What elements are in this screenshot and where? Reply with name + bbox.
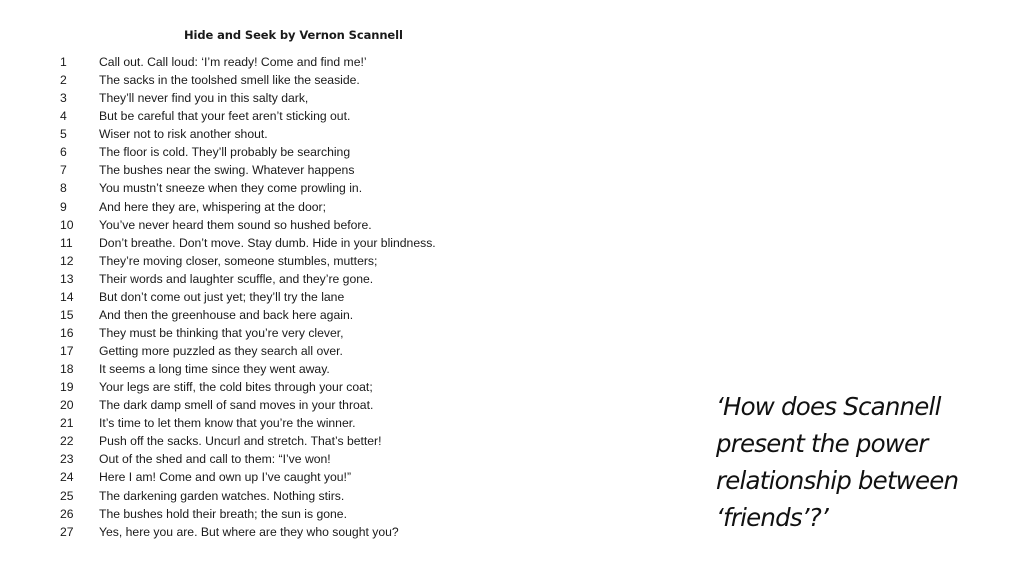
line-text: The bushes hold their breath; the sun is gone.	[99, 506, 347, 521]
line-text: You’ve never heard them sound so hushed before.	[99, 217, 372, 232]
line-number: 19	[60, 380, 74, 395]
poem-line	[60, 107, 436, 125]
line-number: 26	[60, 506, 74, 521]
line-number: 11	[60, 235, 73, 250]
line-number: 10	[60, 217, 74, 232]
poem-line	[60, 306, 436, 324]
line-text: It seems a long time since they went away.	[99, 362, 330, 377]
line-number: 23	[60, 452, 74, 467]
line-text: Call out. Call loud: ‘I’m ready! Come and find me!’	[99, 55, 367, 69]
poem-line	[60, 198, 436, 216]
line-number: 8	[60, 181, 67, 196]
line-text: But don’t come out just yet; they’ll try the lane	[99, 289, 345, 304]
poem-line	[60, 414, 436, 432]
poem-line	[60, 234, 436, 252]
line-number: 13	[60, 271, 74, 286]
poem-line	[60, 432, 436, 450]
poem-line	[60, 487, 436, 505]
question-prompt: ‘How does Scannell present the power relationship between ‘friends’?’	[716, 392, 959, 532]
poem-line	[60, 53, 436, 71]
line-number: 22	[60, 434, 74, 449]
line-number: 7	[60, 163, 67, 178]
poem-line	[60, 288, 436, 306]
poem-line	[60, 161, 436, 179]
line-text: Out of the shed and call to them: “I’ve won!	[99, 452, 331, 467]
poem-line	[60, 450, 436, 468]
poem-line	[60, 342, 436, 360]
line-number: 17	[60, 344, 74, 358]
line-number: 24	[60, 470, 74, 485]
poem-line	[60, 523, 436, 541]
line-text: And here they are, whispering at the door;	[99, 199, 326, 214]
line-text: The floor is cold. They’ll probably be searching	[99, 145, 351, 160]
line-number: 5	[60, 127, 67, 142]
line-number: 21	[60, 416, 74, 431]
line-text: Wiser not to risk another shout.	[99, 127, 268, 142]
line-text: Push off the sacks. Uncurl and stretch. That’s better!	[99, 434, 382, 449]
line-text: The sacks in the toolshed smell like the seaside.	[99, 73, 360, 88]
poem-line	[60, 378, 436, 396]
line-number: 4	[60, 109, 67, 124]
line-number: 15	[60, 307, 74, 322]
poem-title: Hide and Seek by Vernon Scannell	[184, 28, 403, 42]
line-text: Getting more puzzled as they search all over.	[99, 344, 343, 358]
poem-line	[60, 270, 436, 288]
line-text: Yes, here you are. But where are they who sought you?	[99, 524, 399, 539]
line-text: They must be thinking that you’re very clever,	[99, 325, 344, 340]
line-number: 25	[60, 488, 74, 503]
line-number: 20	[60, 398, 74, 413]
line-number: 18	[60, 362, 74, 377]
line-number: 3	[60, 91, 67, 106]
line-number: 14	[60, 289, 74, 304]
line-number: 27	[60, 524, 74, 539]
line-number: 2	[60, 73, 67, 88]
poem-line	[60, 143, 436, 161]
line-text: But be careful that your feet aren’t sticking out.	[99, 109, 351, 124]
line-text: It’s time to let them know that you’re the winner.	[99, 416, 356, 431]
line-text: Don’t breathe. Don’t move. Stay dumb. Hide in your blindness.	[99, 235, 436, 250]
poem-line	[60, 324, 436, 342]
poem-line	[60, 125, 436, 143]
line-text: Your legs are stiff, the cold bites through your coat;	[99, 380, 373, 395]
line-text: Here I am! Come and own up I’ve caught you!”	[99, 470, 352, 485]
poem-line	[60, 71, 436, 89]
line-text: Their words and laughter scuffle, and they’re gone.	[99, 271, 374, 286]
line-text: You mustn’t sneeze when they come prowling in.	[99, 181, 363, 196]
poem-line	[60, 179, 436, 197]
line-text: The bushes near the swing. Whatever happens	[99, 163, 355, 178]
line-text: The dark damp smell of sand moves in your throat.	[99, 398, 374, 413]
poem-line	[60, 89, 436, 107]
poem-line	[60, 252, 436, 270]
line-number: 16	[60, 325, 74, 340]
line-number: 9	[60, 199, 67, 214]
line-text: They’re moving closer, someone stumbles, mutters;	[99, 253, 378, 268]
poem-line	[60, 396, 436, 414]
poem-lines	[60, 53, 436, 541]
line-number: 6	[60, 145, 67, 160]
poem-line	[60, 216, 436, 234]
poem-line	[60, 505, 436, 523]
line-number: 12	[60, 253, 74, 268]
line-number: 1	[60, 55, 67, 69]
poem-line	[60, 360, 436, 378]
poem-line	[60, 468, 436, 486]
line-text: They’ll never find you in this salty dark,	[99, 91, 309, 106]
line-text: The darkening garden watches. Nothing stirs.	[99, 488, 345, 503]
line-text: And then the greenhouse and back here again.	[99, 307, 354, 322]
